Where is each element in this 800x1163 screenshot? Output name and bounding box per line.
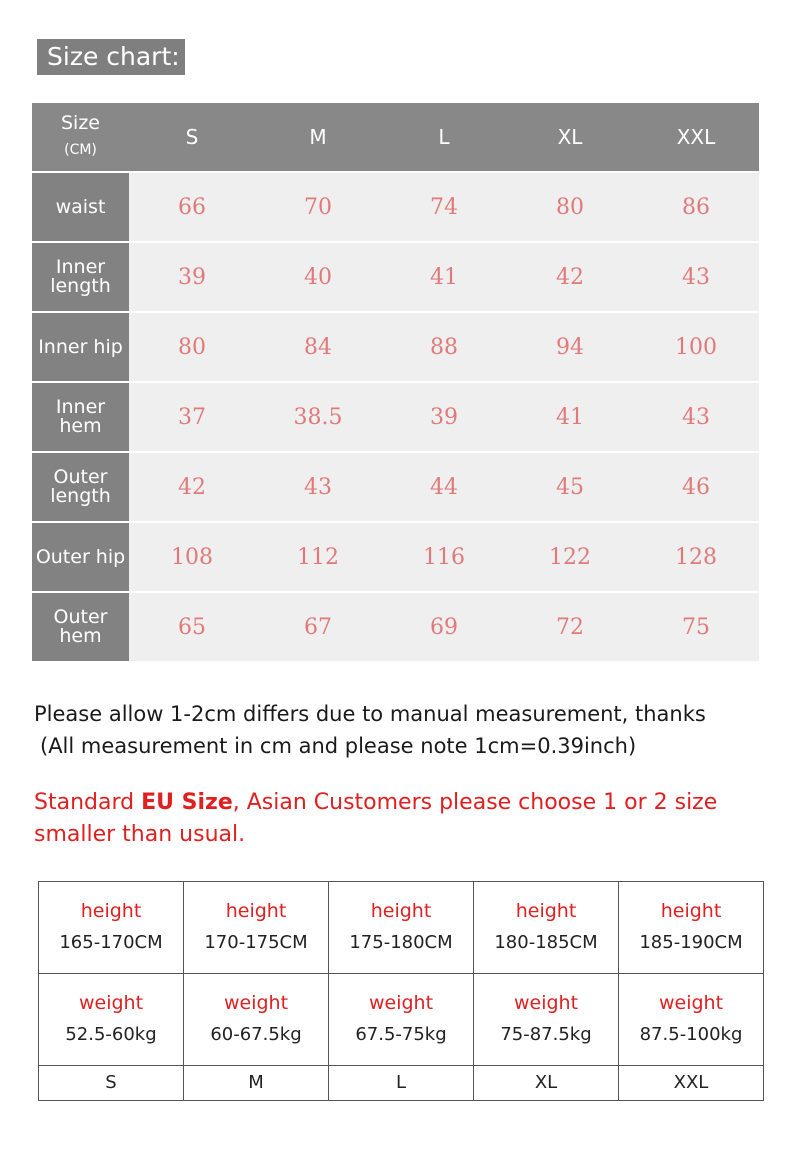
row-value: 41 [556, 404, 584, 430]
size-cell: M [184, 1065, 329, 1100]
row-label: waist [32, 173, 129, 241]
height-label: height [660, 900, 722, 923]
row-value: 80 [178, 334, 206, 360]
row-label: Inner length [32, 243, 129, 311]
row-value: 80 [556, 194, 584, 220]
row-value: 46 [682, 474, 710, 500]
row-value: 94 [556, 334, 584, 360]
weight-cell [184, 973, 329, 1065]
weight-range: 75-87.5kg [500, 1024, 592, 1046]
height-label: height [515, 900, 577, 923]
weight-label: weight [78, 992, 144, 1015]
header-label-cell [32, 103, 129, 171]
weight-range: 52.5-60kg [65, 1024, 157, 1046]
row-value: 88 [430, 334, 458, 360]
height-cell [39, 882, 184, 974]
row-label: Outer length [32, 453, 129, 521]
row-value: 66 [178, 194, 206, 220]
row-value: 122 [549, 544, 591, 570]
table-row [32, 173, 759, 241]
row-value: 69 [430, 614, 458, 640]
weight-cell [474, 973, 619, 1065]
weight-cell [329, 973, 474, 1065]
row-value: 84 [304, 334, 332, 360]
height-cell [619, 882, 764, 974]
height-cell [329, 882, 474, 974]
eu-size-note-line2: smaller than usual. [34, 822, 246, 847]
size-cell: L [329, 1065, 474, 1100]
row-value: 42 [556, 264, 584, 290]
height-range: 180-185CM [494, 932, 598, 954]
row-value: 42 [178, 474, 206, 500]
row-value: 128 [675, 544, 717, 570]
row-value: 74 [430, 194, 458, 220]
height-range: 175-180CM [349, 932, 453, 954]
table-row [32, 313, 759, 381]
row-value: 39 [178, 264, 206, 290]
row-value: 72 [556, 614, 584, 640]
row-value: 116 [423, 544, 465, 570]
height-range: 165-170CM [59, 932, 163, 954]
row-value: 45 [556, 474, 584, 500]
row-label: Inner hip [32, 313, 129, 381]
row-value: 67 [304, 614, 332, 640]
table-row [32, 243, 759, 311]
eu-size-note-bold: EU Size [141, 790, 233, 815]
row-label: Outer hem [32, 593, 129, 661]
eu-size-note [34, 787, 717, 819]
height-label: height [80, 900, 142, 923]
weight-label: weight [223, 992, 289, 1015]
row-value: 44 [430, 474, 458, 500]
height-range: 170-175CM [204, 932, 308, 954]
row-label: Inner hem [32, 383, 129, 451]
header-size: S [185, 125, 199, 149]
height-label: height [370, 900, 432, 923]
weight-range: 60-67.5kg [210, 1024, 302, 1046]
size-cell: XL [474, 1065, 619, 1100]
row-value: 41 [430, 264, 458, 290]
height-cell [474, 882, 619, 974]
weight-label: weight [368, 992, 434, 1015]
header-size: XL [557, 125, 583, 149]
header-unit-label: (CM) [64, 142, 97, 158]
height-label: height [225, 900, 287, 923]
header-size: XXL [676, 125, 716, 149]
size-cell: XXL [619, 1065, 764, 1100]
height-range: 185-190CM [639, 932, 743, 954]
table-row [32, 453, 759, 521]
measurement-note: Please allow 1-2cm differs due to manual measurement, thanks [34, 702, 706, 726]
row-value: 100 [675, 334, 717, 360]
row-value: 70 [304, 194, 332, 220]
conversion-note: (All measurement in cm and please note 1cm=0.39inch) [40, 734, 637, 758]
size-chart [32, 103, 759, 663]
row-value: 112 [297, 544, 339, 570]
row-value: 38.5 [293, 404, 343, 430]
weight-range: 87.5-100kg [639, 1024, 743, 1046]
height-cell [184, 882, 329, 974]
row-value: 40 [304, 264, 332, 290]
row-value: 37 [178, 404, 206, 430]
table-row [32, 383, 759, 451]
header-size: M [309, 125, 327, 149]
row-value: 43 [304, 474, 332, 500]
row-label: Outer hip [32, 523, 129, 591]
row-value: 75 [682, 614, 710, 640]
table-row [39, 1065, 764, 1100]
row-value: 108 [171, 544, 213, 570]
table-row [39, 882, 764, 974]
weight-range: 67.5-75kg [355, 1024, 447, 1046]
size-cell: S [39, 1065, 184, 1100]
row-value: 43 [682, 264, 710, 290]
row-value: 43 [682, 404, 710, 430]
row-value: 65 [178, 614, 206, 640]
weight-label: weight [513, 992, 579, 1015]
header-size-label: Size [60, 112, 100, 134]
table-row [39, 973, 764, 1065]
size-chart-header [32, 103, 759, 171]
page-title: Size chart: [37, 39, 185, 75]
table-row [32, 523, 759, 591]
eu-size-note-prefix: Standard [34, 790, 142, 815]
weight-label: weight [658, 992, 724, 1015]
height-weight-table [38, 881, 764, 1101]
eu-size-note-suffix: , Asian Customers please choose 1 or 2 size [232, 790, 718, 815]
row-value: 39 [430, 404, 458, 430]
weight-cell [619, 973, 764, 1065]
row-value: 86 [682, 194, 710, 220]
header-size: L [438, 125, 450, 149]
table-row [32, 593, 759, 661]
weight-cell [39, 973, 184, 1065]
